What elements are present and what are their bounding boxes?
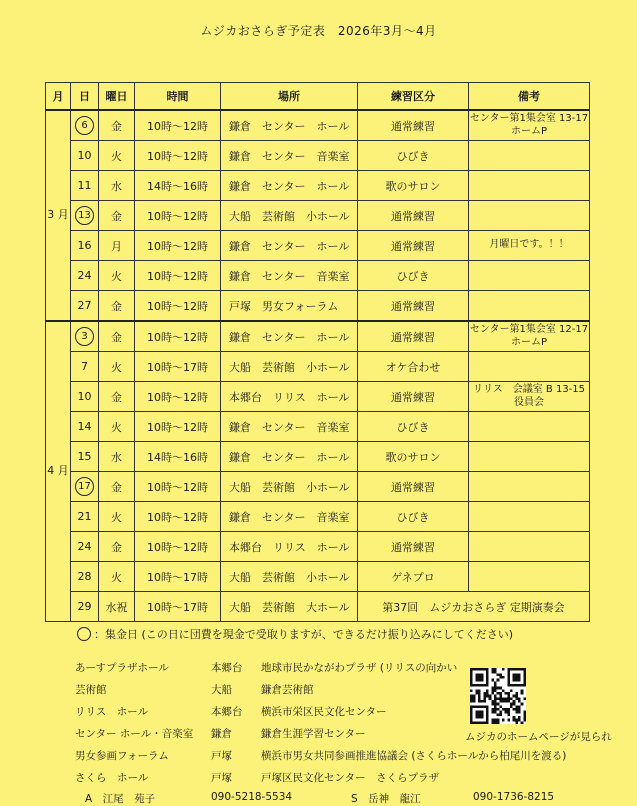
venue-name: 男女参画フォーラム <box>75 750 169 762</box>
place-cell: 鎌倉 センター 音楽室 <box>221 141 358 171</box>
place-cell: 鎌倉 センター ホール <box>221 321 358 352</box>
time-cell: 14時～16時 <box>135 442 221 472</box>
note-cell <box>469 412 590 442</box>
time-cell: 10時～12時 <box>135 201 221 231</box>
place-cell: 鎌倉 センター ホール <box>221 110 358 141</box>
time-cell: 10時～12時 <box>135 472 221 502</box>
note-cell: リリス 会議室 B 13-15 役員会 <box>469 382 590 412</box>
weekday-cell: 水 <box>99 171 135 201</box>
venue-name: さくら ホール <box>75 772 149 784</box>
weekday-cell: 金 <box>99 291 135 322</box>
table-row <box>46 532 590 562</box>
venue-name: センター ホール・音楽室 <box>75 728 194 740</box>
place-cell: 大船 芸術館 小ホール <box>221 201 358 231</box>
table-row <box>46 412 590 442</box>
note-cell <box>469 261 590 291</box>
time-cell: 10時～12時 <box>135 231 221 261</box>
weekday-cell: 水祝 <box>99 592 135 622</box>
contact-phone-a: 090-5218-5534 <box>211 791 293 803</box>
table-row <box>46 261 590 291</box>
header-day: 日 <box>71 83 99 111</box>
venue-area: 本郷台 <box>211 706 243 718</box>
note-cell: 月曜日です。！！ <box>469 231 590 261</box>
place-cell: 本郷台 リリス ホール <box>221 382 358 412</box>
table-row <box>46 141 590 171</box>
day-cell <box>71 412 99 442</box>
type-cell: ひびき <box>358 502 469 532</box>
page-title: ムジカおさらぎ予定表 2026年3月～4月 <box>200 24 437 38</box>
day-number: 28 <box>77 570 92 583</box>
day-number: 16 <box>77 239 92 252</box>
day-cell <box>71 261 99 291</box>
day-number: 11 <box>77 179 92 192</box>
venue-address: 横浜市男女共同参画推進協議会 (さくらホールから柏尾川を渡る) <box>261 750 567 762</box>
weekday-cell: 金 <box>99 472 135 502</box>
day-cell <box>71 352 99 382</box>
weekday-cell: 金 <box>99 382 135 412</box>
time-cell: 10時～17時 <box>135 352 221 382</box>
weekday-cell: 金 <box>99 532 135 562</box>
place-cell: 鎌倉 センター ホール <box>221 231 358 261</box>
day-number: 27 <box>77 299 92 312</box>
venue-address: 戸塚区民文化センター さくらプラザ <box>261 772 440 784</box>
day-number: 29 <box>77 600 92 613</box>
day-cell <box>71 592 99 622</box>
weekday-cell: 火 <box>99 352 135 382</box>
table-row <box>46 442 590 472</box>
venue-name: リリス ホール <box>75 706 149 718</box>
weekday-cell: 火 <box>99 141 135 171</box>
venue-area: 戸塚 <box>211 772 232 784</box>
day-number-circled: 3 <box>75 327 94 346</box>
header-place: 場所 <box>221 83 358 111</box>
time-cell: 10時～12時 <box>135 321 221 352</box>
day-cell <box>71 442 99 472</box>
day-cell <box>71 171 99 201</box>
venue-area: 本郷台 <box>211 662 243 674</box>
note-cell <box>469 562 590 592</box>
place-cell: 鎌倉 センター 音楽室 <box>221 412 358 442</box>
weekday-cell: 火 <box>99 261 135 291</box>
note-cell <box>469 502 590 532</box>
note-cell: センター第1集会室 12-17 ホームP <box>469 321 590 352</box>
venue-name: 芸術館 <box>75 684 107 696</box>
table-row <box>46 382 590 412</box>
table-row <box>46 592 590 622</box>
day-cell <box>71 201 99 231</box>
place-cell: 鎌倉 センター ホール <box>221 442 358 472</box>
time-cell: 10時～12時 <box>135 291 221 322</box>
contact-name-s: S 岳神 龍江 <box>351 793 421 805</box>
contact-phone-s: 090-1736-8215 <box>473 791 555 803</box>
contact-name-a: A 江尾 苑子 <box>85 793 156 805</box>
venue-address: 鎌倉生涯学習センター <box>261 728 366 740</box>
table-row <box>46 291 590 322</box>
header-type: 練習区分 <box>358 83 469 111</box>
place-cell: 大船 芸術館 小ホール <box>221 352 358 382</box>
month-cell: 4 月 <box>46 321 71 622</box>
day-number-circled: 17 <box>75 477 94 496</box>
type-cell: ひびき <box>358 261 469 291</box>
day-cell <box>71 502 99 532</box>
day-cell <box>71 110 99 141</box>
weekday-cell: 火 <box>99 412 135 442</box>
type-cell: 通常練習 <box>358 382 469 412</box>
header-month: 月 <box>46 83 71 111</box>
time-cell: 10時～17時 <box>135 562 221 592</box>
schedule-table <box>45 82 590 622</box>
day-number: 7 <box>81 360 88 373</box>
type-cell: 通常練習 <box>358 201 469 231</box>
day-number: 10 <box>77 149 92 162</box>
note-cell <box>469 171 590 201</box>
time-cell: 10時～17時 <box>135 592 221 622</box>
day-cell <box>71 472 99 502</box>
day-number: 10 <box>77 390 92 403</box>
table-row <box>46 472 590 502</box>
weekday-cell: 水 <box>99 442 135 472</box>
table-header-row <box>46 83 590 111</box>
place-cell: 大船 芸術館 大ホール <box>221 592 358 622</box>
place-cell: 大船 芸術館 小ホール <box>221 562 358 592</box>
venue-area: 鎌倉 <box>211 728 232 740</box>
day-number-circled: 13 <box>75 206 94 225</box>
time-cell: 10時～12時 <box>135 261 221 291</box>
place-cell: 本郷台 リリス ホール <box>221 532 358 562</box>
note-cell <box>469 532 590 562</box>
table-row <box>46 321 590 352</box>
month-cell: 3 月 <box>46 110 71 321</box>
legend-text: ：集金日 (この日に団費を現金で受取りますが、できるだけ振り込みにしてください) <box>94 628 514 641</box>
day-number: 15 <box>77 450 92 463</box>
type-cell: 通常練習 <box>358 231 469 261</box>
note-cell <box>469 352 590 382</box>
time-cell: 14時～16時 <box>135 171 221 201</box>
day-cell <box>71 291 99 322</box>
place-cell: 鎌倉 センター ホール <box>221 171 358 201</box>
day-number-circled: 6 <box>75 116 94 135</box>
type-cell: 通常練習 <box>358 472 469 502</box>
type-cell: 歌のサロン <box>358 171 469 201</box>
venue-area: 大船 <box>211 684 232 696</box>
note-cell <box>469 141 590 171</box>
day-number: 21 <box>77 510 92 523</box>
table-row <box>46 352 590 382</box>
type-cell: 通常練習 <box>358 291 469 322</box>
weekday-cell: 火 <box>99 502 135 532</box>
type-cell: 通常練習 <box>358 532 469 562</box>
weekday-cell: 金 <box>99 321 135 352</box>
place-cell: 鎌倉 センター 音楽室 <box>221 502 358 532</box>
legend <box>77 626 513 642</box>
event-cell: 第37回 ムジカおさらぎ 定期演奏会 <box>358 592 590 622</box>
type-cell: ひびき <box>358 412 469 442</box>
table-row <box>46 502 590 532</box>
time-cell: 10時～12時 <box>135 110 221 141</box>
table-row <box>46 201 590 231</box>
time-cell: 10時～12時 <box>135 502 221 532</box>
venue-name: あーすプラザホール <box>75 662 169 674</box>
note-cell <box>469 291 590 322</box>
venue-area: 戸塚 <box>211 750 232 762</box>
time-cell: 10時～12時 <box>135 412 221 442</box>
day-cell <box>71 382 99 412</box>
weekday-cell: 金 <box>99 110 135 141</box>
venue-address: 地球市民かながわプラザ (リリスの向かい <box>261 662 458 674</box>
day-cell <box>71 141 99 171</box>
place-cell: 鎌倉 センター 音楽室 <box>221 261 358 291</box>
weekday-cell: 金 <box>99 201 135 231</box>
weekday-cell: 月 <box>99 231 135 261</box>
table-row <box>46 171 590 201</box>
header-note: 備考 <box>469 83 590 111</box>
type-cell: 通常練習 <box>358 110 469 141</box>
place-cell: 戸塚 男女フォーラム <box>221 291 358 322</box>
header-time: 時間 <box>135 83 221 111</box>
type-cell: オケ合わせ <box>358 352 469 382</box>
place-cell: 大船 芸術館 小ホール <box>221 472 358 502</box>
qr-code[interactable] <box>470 668 526 724</box>
venue-address: 横浜市栄区民文化センター <box>261 706 387 718</box>
type-cell: 歌のサロン <box>358 442 469 472</box>
header-weekday: 曜日 <box>99 83 135 111</box>
note-cell <box>469 201 590 231</box>
table-row <box>46 562 590 592</box>
type-cell: ゲネプロ <box>358 562 469 592</box>
note-cell <box>469 472 590 502</box>
table-row <box>46 231 590 261</box>
day-cell <box>71 532 99 562</box>
circle-icon <box>77 627 91 641</box>
day-number: 14 <box>77 420 92 433</box>
day-cell <box>71 321 99 352</box>
time-cell: 10時～12時 <box>135 382 221 412</box>
time-cell: 10時～12時 <box>135 141 221 171</box>
note-cell <box>469 442 590 472</box>
day-cell <box>71 231 99 261</box>
type-cell: 通常練習 <box>358 321 469 352</box>
homepage-note: ムジカのホームページが見られ <box>465 731 612 743</box>
weekday-cell: 火 <box>99 562 135 592</box>
day-number: 24 <box>77 540 92 553</box>
note-cell: センター第1集会室 13-17 ホームP <box>469 110 590 141</box>
day-number: 24 <box>77 269 92 282</box>
day-cell <box>71 562 99 592</box>
table-row <box>46 110 590 141</box>
venue-address: 鎌倉芸術館 <box>261 684 314 696</box>
type-cell: ひびき <box>358 141 469 171</box>
time-cell: 10時～12時 <box>135 532 221 562</box>
